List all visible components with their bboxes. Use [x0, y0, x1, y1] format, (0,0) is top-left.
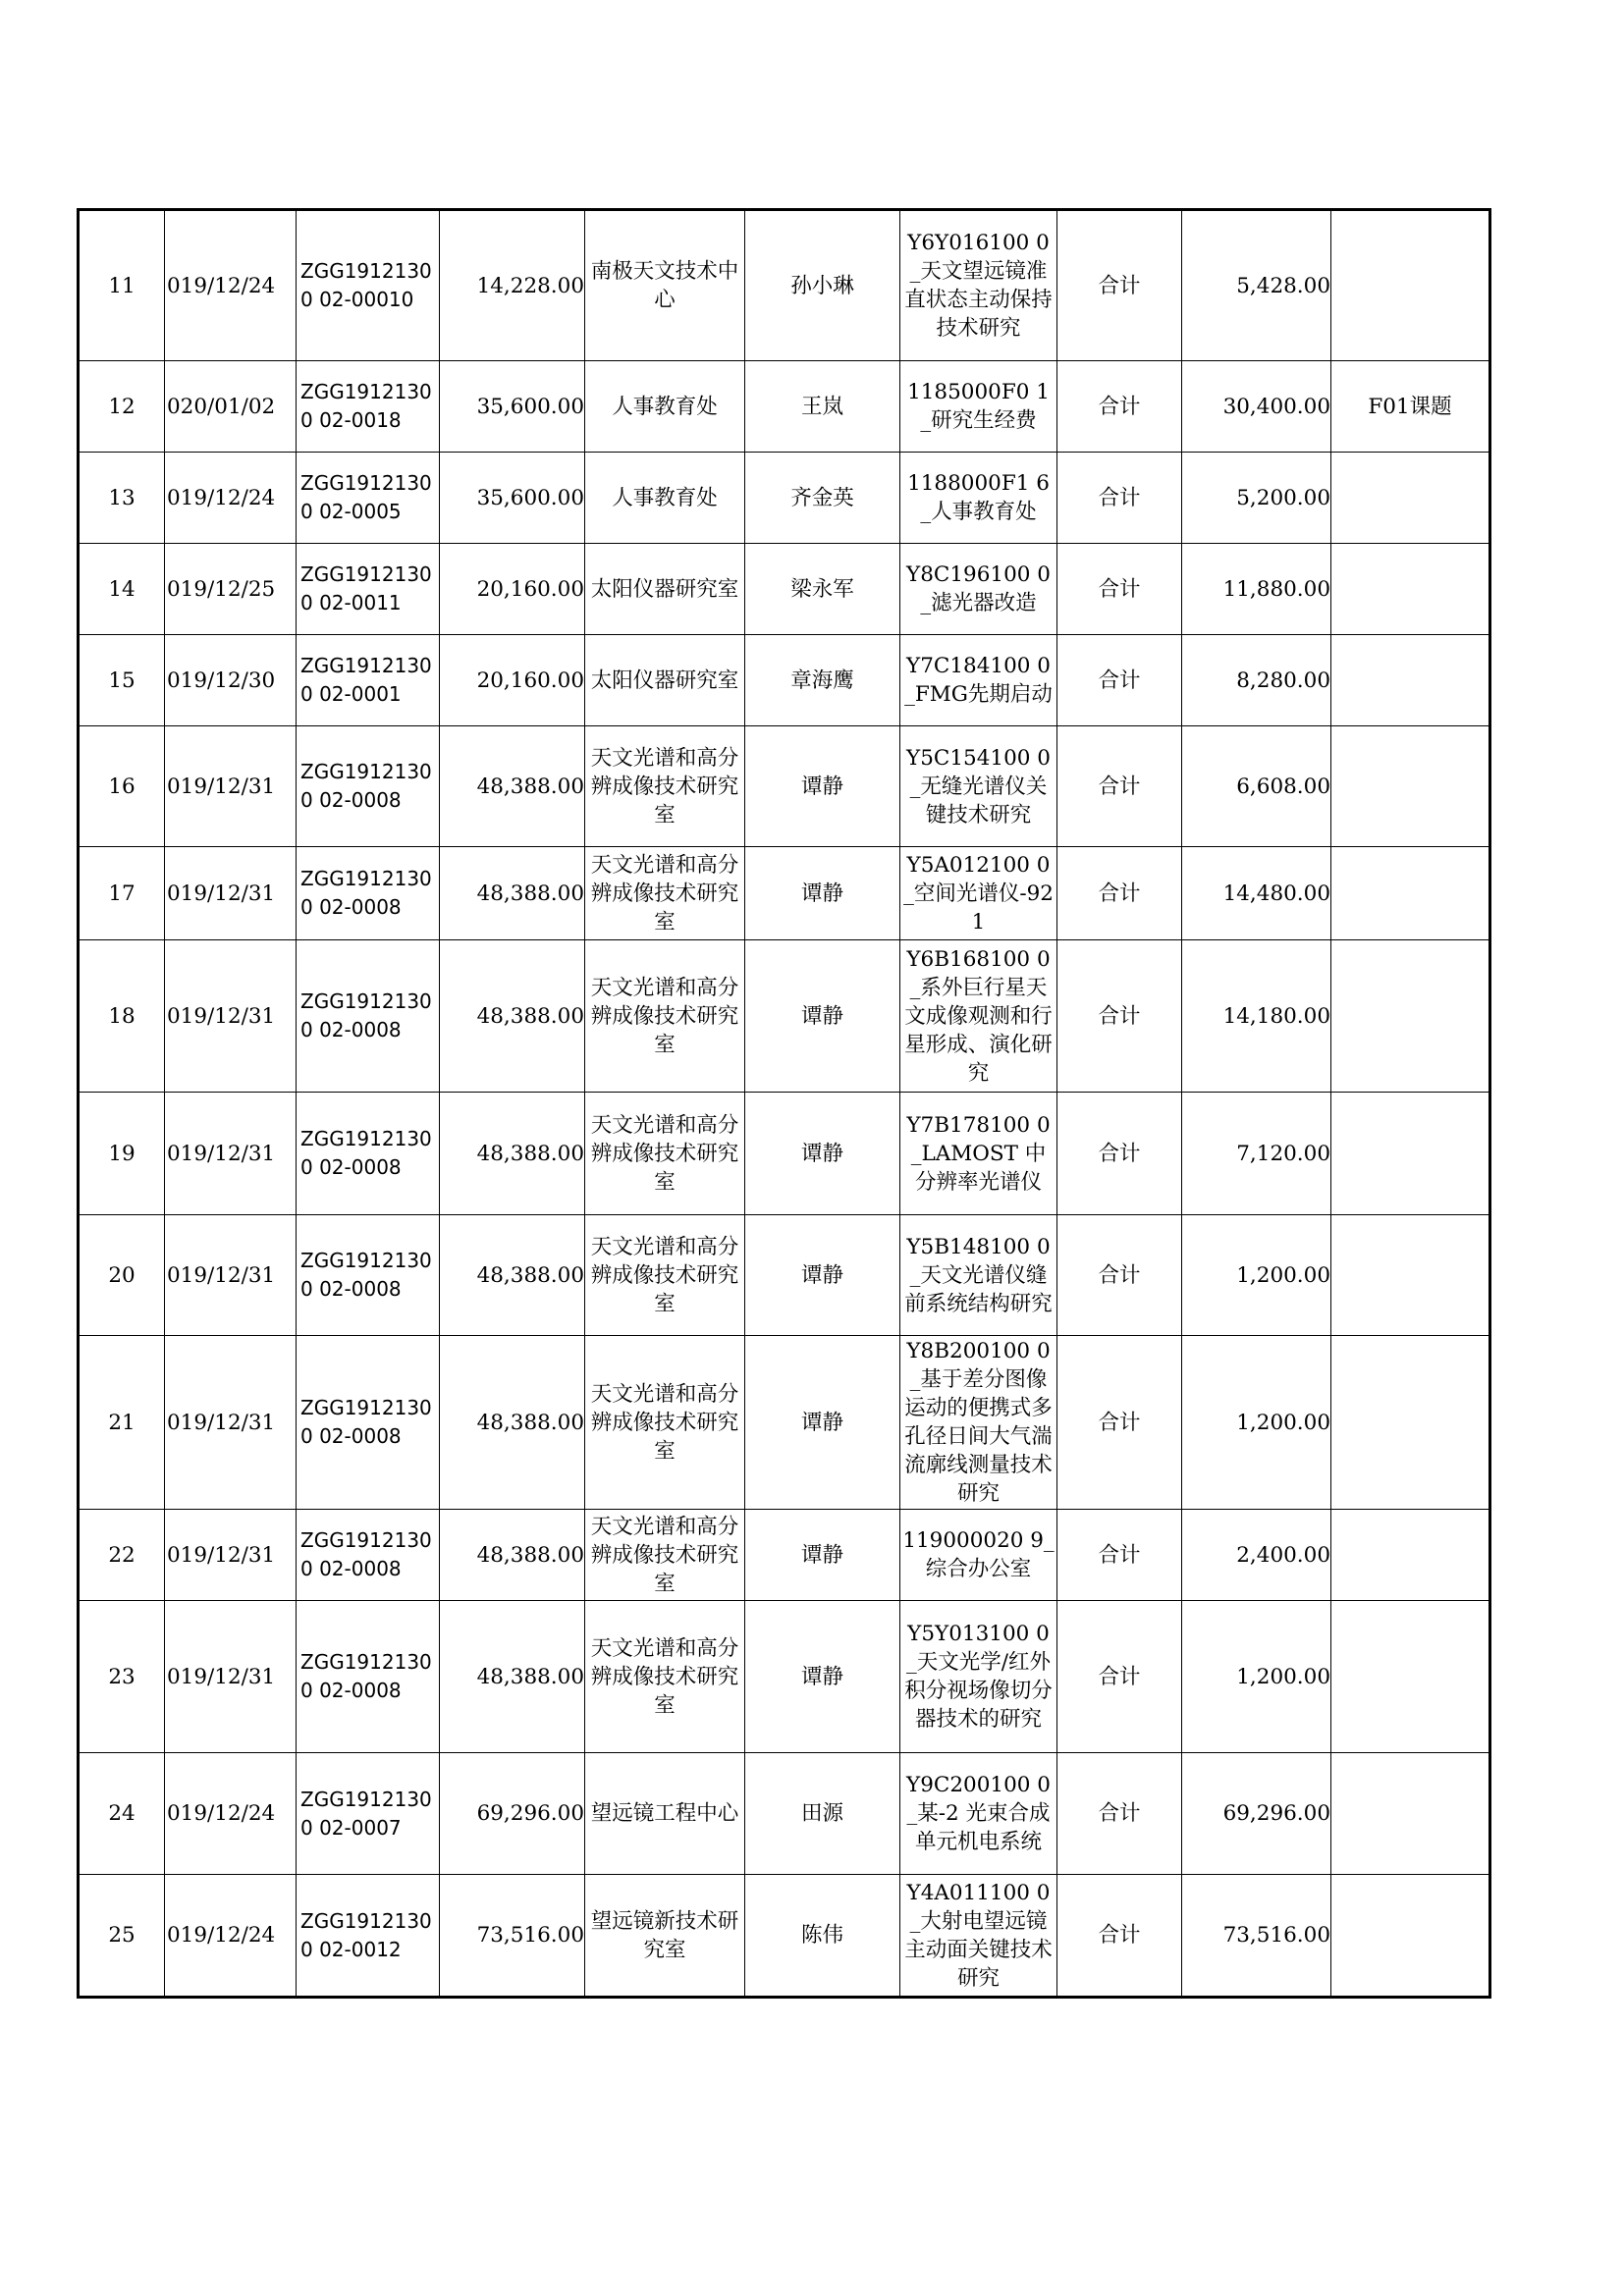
project-cell: Y8B200100 0_基于差分图像运动的便携式多孔径日间大气湍流廓线测量技术研究	[900, 1336, 1057, 1510]
row-number-cell: 16	[79, 726, 165, 847]
voucher-cell: ZGG19121300 02-0008	[297, 1510, 440, 1601]
subtotal-cell: 8,280.00	[1182, 635, 1331, 726]
subtotal-cell: 1,200.00	[1182, 1336, 1331, 1510]
date-cell: 019/12/24	[165, 453, 297, 544]
amount-cell: 73,516.00	[440, 1875, 585, 1998]
total-label-cell: 合计	[1057, 940, 1182, 1093]
department-cell: 天文光谱和高分辨成像技术研究室	[585, 847, 745, 940]
note-cell: F01课题	[1331, 361, 1490, 453]
amount-cell: 69,296.00	[440, 1753, 585, 1875]
amount-cell: 35,600.00	[440, 361, 585, 453]
subtotal-cell: 5,200.00	[1182, 453, 1331, 544]
person-cell: 章海鹰	[745, 635, 900, 726]
note-cell	[1331, 1875, 1490, 1998]
total-label-cell: 合计	[1057, 210, 1182, 361]
person-cell: 田源	[745, 1753, 900, 1875]
row-number-cell: 18	[79, 940, 165, 1093]
table-row	[79, 940, 1490, 1093]
department-cell: 人事教育处	[585, 361, 745, 453]
date-cell: 019/12/24	[165, 1875, 297, 1998]
voucher-cell: ZGG19121300 02-0008	[297, 1093, 440, 1215]
note-cell	[1331, 1093, 1490, 1215]
row-number-cell: 25	[79, 1875, 165, 1998]
amount-cell: 48,388.00	[440, 726, 585, 847]
subtotal-cell: 69,296.00	[1182, 1753, 1331, 1875]
note-cell	[1331, 1753, 1490, 1875]
amount-cell: 14,228.00	[440, 210, 585, 361]
department-cell: 人事教育处	[585, 453, 745, 544]
row-number-cell: 21	[79, 1336, 165, 1510]
voucher-cell: ZGG19121300 02-0008	[297, 1336, 440, 1510]
note-cell	[1331, 1510, 1490, 1601]
voucher-cell: ZGG19121300 02-0001	[297, 635, 440, 726]
date-cell: 019/12/31	[165, 847, 297, 940]
voucher-cell: ZGG19121300 02-0008	[297, 847, 440, 940]
table-row	[79, 1336, 1490, 1510]
department-cell: 天文光谱和高分辨成像技术研究室	[585, 726, 745, 847]
note-cell	[1331, 726, 1490, 847]
person-cell: 梁永军	[745, 544, 900, 635]
amount-cell: 48,388.00	[440, 847, 585, 940]
expense-table	[77, 208, 1491, 1999]
project-cell: Y5C154100 0_无缝光谱仪关键技术研究	[900, 726, 1057, 847]
project-cell: 1185000F0 1_研究生经费	[900, 361, 1057, 453]
total-label-cell: 合计	[1057, 1753, 1182, 1875]
project-cell: 119000020 9_综合办公室	[900, 1510, 1057, 1601]
amount-cell: 48,388.00	[440, 1601, 585, 1753]
department-cell: 天文光谱和高分辨成像技术研究室	[585, 1215, 745, 1336]
subtotal-cell: 2,400.00	[1182, 1510, 1331, 1601]
row-number-cell: 23	[79, 1601, 165, 1753]
table-row	[79, 1093, 1490, 1215]
row-number-cell: 12	[79, 361, 165, 453]
subtotal-cell: 1,200.00	[1182, 1215, 1331, 1336]
table-row	[79, 847, 1490, 940]
project-cell: Y7C184100 0_FMG先期启动	[900, 635, 1057, 726]
department-cell: 太阳仪器研究室	[585, 635, 745, 726]
department-cell: 太阳仪器研究室	[585, 544, 745, 635]
voucher-cell: ZGG19121300 02-0005	[297, 453, 440, 544]
table-row	[79, 453, 1490, 544]
voucher-cell: ZGG19121300 02-0011	[297, 544, 440, 635]
date-cell: 019/12/24	[165, 210, 297, 361]
total-label-cell: 合计	[1057, 453, 1182, 544]
amount-cell: 48,388.00	[440, 940, 585, 1093]
date-cell: 019/12/31	[165, 726, 297, 847]
row-number-cell: 20	[79, 1215, 165, 1336]
total-label-cell: 合计	[1057, 726, 1182, 847]
date-cell: 019/12/25	[165, 544, 297, 635]
department-cell: 天文光谱和高分辨成像技术研究室	[585, 1601, 745, 1753]
row-number-cell: 17	[79, 847, 165, 940]
subtotal-cell: 73,516.00	[1182, 1875, 1331, 1998]
date-cell: 019/12/24	[165, 1753, 297, 1875]
department-cell: 天文光谱和高分辨成像技术研究室	[585, 940, 745, 1093]
person-cell: 谭静	[745, 1336, 900, 1510]
person-cell: 齐金英	[745, 453, 900, 544]
department-cell: 南极天文技术中心	[585, 210, 745, 361]
person-cell: 谭静	[745, 847, 900, 940]
person-cell: 谭静	[745, 1093, 900, 1215]
project-cell: Y4A011100 0_大射电望远镜主动面关键技术研究	[900, 1875, 1057, 1998]
total-label-cell: 合计	[1057, 635, 1182, 726]
voucher-cell: ZGG19121300 02-0008	[297, 726, 440, 847]
table-body	[79, 210, 1490, 1998]
project-cell: Y7B178100 0_LAMOST 中分辨率光谱仪	[900, 1093, 1057, 1215]
table-row	[79, 1510, 1490, 1601]
total-label-cell: 合计	[1057, 847, 1182, 940]
amount-cell: 20,160.00	[440, 635, 585, 726]
project-cell: Y6B168100 0_系外巨行星天文成像观测和行星形成、演化研究	[900, 940, 1057, 1093]
table-row	[79, 1215, 1490, 1336]
subtotal-cell: 30,400.00	[1182, 361, 1331, 453]
subtotal-cell: 14,180.00	[1182, 940, 1331, 1093]
note-cell	[1331, 453, 1490, 544]
table-row	[79, 210, 1490, 361]
total-label-cell: 合计	[1057, 1510, 1182, 1601]
table-row	[79, 361, 1490, 453]
note-cell	[1331, 1336, 1490, 1510]
subtotal-cell: 6,608.00	[1182, 726, 1331, 847]
table-row	[79, 726, 1490, 847]
table-row	[79, 544, 1490, 635]
total-label-cell: 合计	[1057, 1875, 1182, 1998]
note-cell	[1331, 544, 1490, 635]
department-cell: 望远镜工程中心	[585, 1753, 745, 1875]
department-cell: 天文光谱和高分辨成像技术研究室	[585, 1336, 745, 1510]
note-cell	[1331, 635, 1490, 726]
voucher-cell: ZGG19121300 02-0018	[297, 361, 440, 453]
date-cell: 019/12/31	[165, 1336, 297, 1510]
voucher-cell: ZGG19121300 02-0008	[297, 1601, 440, 1753]
department-cell: 天文光谱和高分辨成像技术研究室	[585, 1093, 745, 1215]
row-number-cell: 11	[79, 210, 165, 361]
amount-cell: 48,388.00	[440, 1336, 585, 1510]
row-number-cell: 19	[79, 1093, 165, 1215]
voucher-cell: ZGG19121300 02-0008	[297, 940, 440, 1093]
total-label-cell: 合计	[1057, 1215, 1182, 1336]
subtotal-cell: 11,880.00	[1182, 544, 1331, 635]
subtotal-cell: 14,480.00	[1182, 847, 1331, 940]
table-row	[79, 635, 1490, 726]
date-cell: 019/12/31	[165, 940, 297, 1093]
table-row	[79, 1753, 1490, 1875]
voucher-cell: ZGG19121300 02-0008	[297, 1215, 440, 1336]
project-cell: Y5B148100 0_天文光谱仪缝前系统结构研究	[900, 1215, 1057, 1336]
project-cell: Y8C196100 0_滤光器改造	[900, 544, 1057, 635]
amount-cell: 48,388.00	[440, 1215, 585, 1336]
date-cell: 020/01/02	[165, 361, 297, 453]
date-cell: 019/12/30	[165, 635, 297, 726]
row-number-cell: 15	[79, 635, 165, 726]
note-cell	[1331, 940, 1490, 1093]
person-cell: 王岚	[745, 361, 900, 453]
note-cell	[1331, 210, 1490, 361]
person-cell: 孙小琳	[745, 210, 900, 361]
subtotal-cell: 5,428.00	[1182, 210, 1331, 361]
person-cell: 陈伟	[745, 1875, 900, 1998]
project-cell: Y5Y013100 0_天文光学/红外积分视场像切分器技术的研究	[900, 1601, 1057, 1753]
total-label-cell: 合计	[1057, 1336, 1182, 1510]
total-label-cell: 合计	[1057, 361, 1182, 453]
note-cell	[1331, 1215, 1490, 1336]
date-cell: 019/12/31	[165, 1093, 297, 1215]
department-cell: 天文光谱和高分辨成像技术研究室	[585, 1510, 745, 1601]
total-label-cell: 合计	[1057, 1601, 1182, 1753]
project-cell: Y5A012100 0_空间光谱仪-921	[900, 847, 1057, 940]
amount-cell: 35,600.00	[440, 453, 585, 544]
voucher-cell: ZGG19121300 02-0007	[297, 1753, 440, 1875]
total-label-cell: 合计	[1057, 1093, 1182, 1215]
date-cell: 019/12/31	[165, 1215, 297, 1336]
table-row	[79, 1875, 1490, 1998]
voucher-cell: ZGG19121300 02-0012	[297, 1875, 440, 1998]
row-number-cell: 13	[79, 453, 165, 544]
subtotal-cell: 7,120.00	[1182, 1093, 1331, 1215]
person-cell: 谭静	[745, 940, 900, 1093]
note-cell	[1331, 1601, 1490, 1753]
date-cell: 019/12/31	[165, 1601, 297, 1753]
amount-cell: 48,388.00	[440, 1510, 585, 1601]
person-cell: 谭静	[745, 1601, 900, 1753]
voucher-cell: ZGG19121300 02-00010	[297, 210, 440, 361]
person-cell: 谭静	[745, 1215, 900, 1336]
row-number-cell: 24	[79, 1753, 165, 1875]
project-cell: Y6Y016100 0_天文望远镜准直状态主动保持技术研究	[900, 210, 1057, 361]
subtotal-cell: 1,200.00	[1182, 1601, 1331, 1753]
amount-cell: 48,388.00	[440, 1093, 585, 1215]
person-cell: 谭静	[745, 1510, 900, 1601]
project-cell: 1188000F1 6_人事教育处	[900, 453, 1057, 544]
amount-cell: 20,160.00	[440, 544, 585, 635]
date-cell: 019/12/31	[165, 1510, 297, 1601]
table-row	[79, 1601, 1490, 1753]
row-number-cell: 14	[79, 544, 165, 635]
project-cell: Y9C200100 0_某-2 光束合成单元机电系统	[900, 1753, 1057, 1875]
department-cell: 望远镜新技术研究室	[585, 1875, 745, 1998]
person-cell: 谭静	[745, 726, 900, 847]
total-label-cell: 合计	[1057, 544, 1182, 635]
note-cell	[1331, 847, 1490, 940]
row-number-cell: 22	[79, 1510, 165, 1601]
